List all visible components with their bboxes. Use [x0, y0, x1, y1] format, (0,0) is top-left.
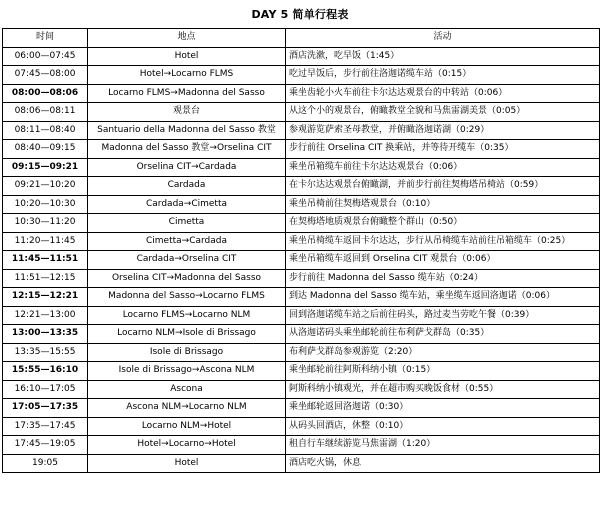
row-place: Ascona	[88, 380, 286, 399]
row-place: Cimetta	[88, 214, 286, 233]
row-activity: 在契梅塔地质观景台俯瞰整个群山（0:50）	[286, 214, 600, 233]
row-time: 10:30—11:20	[3, 214, 88, 233]
row-place: Locarno FLMS→Locarno NLM	[88, 306, 286, 325]
row-activity: 参观游览萨索圣母教堂，并俯瞰洛迦诺湖（0:29）	[286, 121, 600, 140]
row-place: Cardada	[88, 177, 286, 196]
table-row	[3, 177, 600, 196]
row-place: Cardada→Cimetta	[88, 195, 286, 214]
table-row	[3, 306, 600, 325]
row-place: Hotel	[88, 47, 286, 66]
table-row	[3, 454, 600, 473]
table-row	[3, 195, 600, 214]
table-row	[3, 399, 600, 418]
row-time: 06:00—07:45	[3, 47, 88, 66]
row-activity: 布利萨戈群岛参观游览（2:20）	[286, 343, 600, 362]
row-activity: 从洛迦诺码头乘坐邮轮前往布利萨戈群岛（0:35）	[286, 325, 600, 344]
row-time: 12:15—12:21	[3, 288, 88, 307]
header-time: 时间	[3, 29, 88, 48]
table-row	[3, 436, 600, 455]
row-time: 15:55—16:10	[3, 362, 88, 381]
row-activity: 酒店洗漱，吃早饭（1:45）	[286, 47, 600, 66]
table-row	[3, 417, 600, 436]
table-row	[3, 158, 600, 177]
row-time: 17:35—17:45	[3, 417, 88, 436]
row-place: Cimetta→Cardada	[88, 232, 286, 251]
row-time: 19:05	[3, 454, 88, 473]
row-activity: 从码头回酒店，休整（0:10）	[286, 417, 600, 436]
row-activity: 酒店吃火锅，休息	[286, 454, 600, 473]
row-activity: 乘坐吊箱缆车前往卡尔达达观景台（0:06）	[286, 158, 600, 177]
row-activity: 租自行车继续游览马焦雷湖（1:20）	[286, 436, 600, 455]
row-activity: 乘坐吊椅缆车返回卡尔达达，步行从吊椅缆车站前往吊箱缆车（0:25）	[286, 232, 600, 251]
row-place: Isole di Brissago→Ascona NLM	[88, 362, 286, 381]
itinerary-table	[2, 28, 600, 473]
row-place: Orselina CIT→Madonna del Sasso	[88, 269, 286, 288]
row-place: Hotel→Locarno→Hotel	[88, 436, 286, 455]
table-row	[3, 380, 600, 399]
table-row	[3, 121, 600, 140]
table-row	[3, 66, 600, 85]
row-activity: 步行前往 Orselina CIT 换乘站，并等待开缆车（0:35）	[286, 140, 600, 159]
table-row	[3, 84, 600, 103]
table-header-row	[3, 29, 600, 48]
row-time: 10:20—10:30	[3, 195, 88, 214]
row-time: 11:45—11:51	[3, 251, 88, 270]
table-row	[3, 288, 600, 307]
row-place: Locarno NLM→Hotel	[88, 417, 286, 436]
row-place: Madonna del Sasso 教堂→Orselina CIT	[88, 140, 286, 159]
row-time: 08:00—08:06	[3, 84, 88, 103]
row-time: 08:40—09:15	[3, 140, 88, 159]
row-activity: 步行前往 Madonna del Sasso 缆车站（0:24）	[286, 269, 600, 288]
row-time: 09:15—09:21	[3, 158, 88, 177]
header-activity: 活动	[286, 29, 600, 48]
row-time: 07:45—08:00	[3, 66, 88, 85]
row-place: Hotel	[88, 454, 286, 473]
row-activity: 在卡尔达达观景台俯瞰湖，并前步行前往契梅塔吊椅站（0:59）	[286, 177, 600, 196]
row-activity: 乘坐邮轮前往阿斯科纳小镇（0:15）	[286, 362, 600, 381]
table-row	[3, 343, 600, 362]
header-place: 地点	[88, 29, 286, 48]
row-time: 08:11—08:40	[3, 121, 88, 140]
row-place: Santuario della Madonna del Sasso 教堂	[88, 121, 286, 140]
row-activity: 乘坐吊箱缆车返回到 Orselina CIT 观景台（0:06）	[286, 251, 600, 270]
row-place: Isole di Brissago	[88, 343, 286, 362]
row-time: 09:21—10:20	[3, 177, 88, 196]
row-time: 12:21—13:00	[3, 306, 88, 325]
schedule-title: DAY 5 简单行程表	[251, 8, 349, 21]
row-activity: 到达 Madonna del Sasso 缆车站，乘坐缆车返回洛迦诺（0:06）	[286, 288, 600, 307]
table-row	[3, 269, 600, 288]
row-place: Locarno NLM→Isole di Brissago	[88, 325, 286, 344]
table-row	[3, 362, 600, 381]
row-time: 17:05—17:35	[3, 399, 88, 418]
row-place: Ascona NLM→Locarno NLM	[88, 399, 286, 418]
row-place: Locarno FLMS→Madonna del Sasso	[88, 84, 286, 103]
table-row	[3, 140, 600, 159]
row-time: 11:20—11:45	[3, 232, 88, 251]
row-place: Orselina CIT→Cardada	[88, 158, 286, 177]
row-place: Cardada→Orselina CIT	[88, 251, 286, 270]
row-time: 13:00—13:35	[3, 325, 88, 344]
table-row	[3, 214, 600, 233]
table-row	[3, 325, 600, 344]
row-time: 16:10—17:05	[3, 380, 88, 399]
row-place: Madonna del Sasso→Locarno FLMS	[88, 288, 286, 307]
row-place: 观景台	[88, 103, 286, 122]
row-activity: 回到洛迦诺缆车站之后前往码头，路过麦当劳吃午餐（0:39）	[286, 306, 600, 325]
row-activity: 乘坐邮轮返回洛迦诺（0:30）	[286, 399, 600, 418]
row-time: 08:06—08:11	[3, 103, 88, 122]
row-activity: 吃过早饭后，步行前往洛迦诺缆车站（0:15）	[286, 66, 600, 85]
row-time: 17:45—19:05	[3, 436, 88, 455]
table-row	[3, 251, 600, 270]
row-place: Hotel→Locarno FLMS	[88, 66, 286, 85]
row-activity: 乘坐齿轮小火车前往卡尔达达观景台的中转站（0:06）	[286, 84, 600, 103]
row-activity: 阿斯科纳小镇观光，并在超市购买晚饭食材（0:55）	[286, 380, 600, 399]
row-time: 13:35—15:55	[3, 343, 88, 362]
table-row	[3, 47, 600, 66]
row-time: 11:51—12:15	[3, 269, 88, 288]
itinerary-body	[3, 47, 600, 473]
row-activity: 乘坐吊椅前往契梅塔观景台（0:10）	[286, 195, 600, 214]
table-row	[3, 232, 600, 251]
row-activity: 从这个小的观景台，俯瞰教堂全貌和马焦雷湖美景（0:05）	[286, 103, 600, 122]
table-row	[3, 103, 600, 122]
